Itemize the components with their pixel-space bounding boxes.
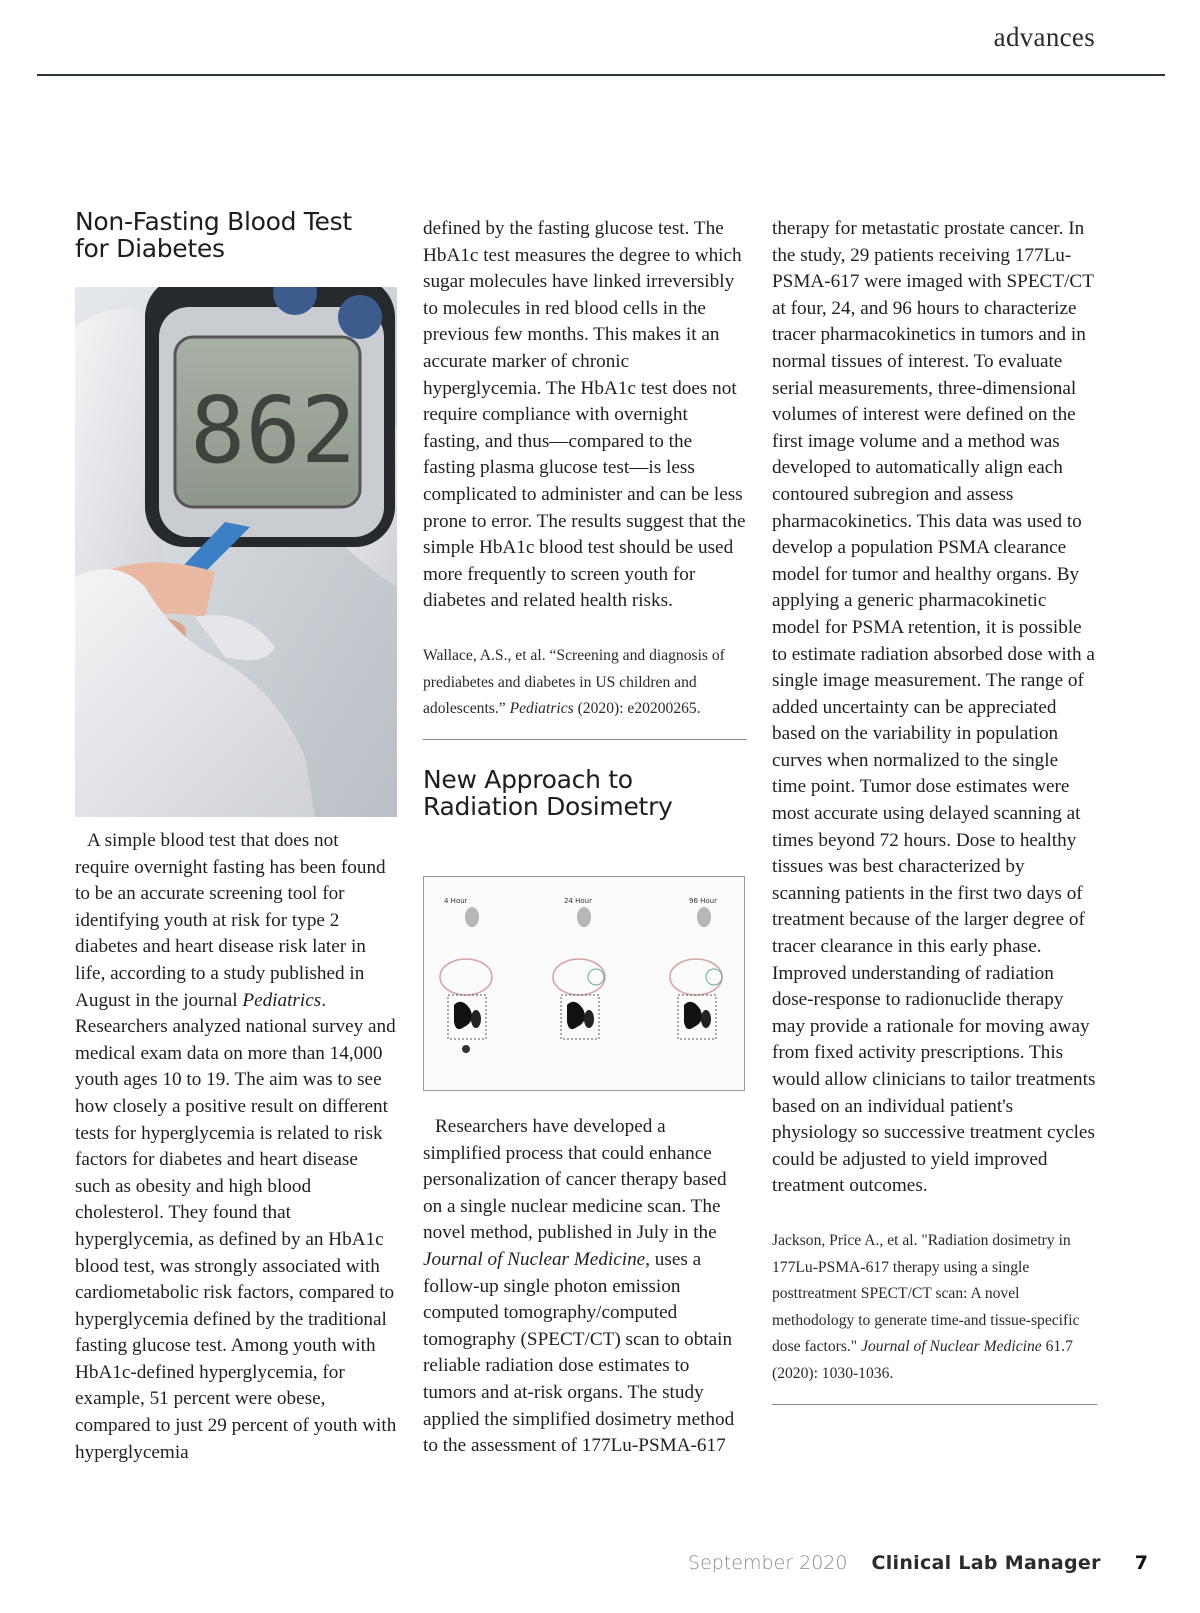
article-body-cont: defined by the fasting glucose test. The HbA1c test measures the degree to which sugar molecules have linked irreversibly to molecules in red blood cells in the previous few months. This makes it an accurate marker of chronic hyperglycemia. The HbA1c test does not require compliance with overnight fasting, and thus—compared to the fasting plasma glucose test—is less complicated to administer and can be less prone to error. The results suggest that the simple HbA1c blood test should be used more frequently to screen youth for diabetes and related health risks. [423, 218, 746, 612]
title-line-1: New Approach to [423, 764, 633, 794]
ref-end: 61.7 (2020): 1030-1036. [772, 1338, 1073, 1382]
scan-label: 24 Hour [564, 897, 592, 905]
page-number: 7 [1134, 1552, 1148, 1574]
title-line-1: Non-Fasting Blood Test [75, 207, 352, 236]
article-reference [772, 1228, 1097, 1388]
body-text-cont: , uses a follow-up single photon emission computed tomography/computed tomography (SPECT/CT) scan to obtain reliable radiation dose estimates to tumors and at-risk organs. The study applied the simplified dosimetry method to the assessment of 177Lu-PSMA-617 [423, 1248, 735, 1457]
article-divider [772, 1404, 1097, 1405]
scan-label: 4 Hour [444, 897, 468, 905]
column-3 [772, 216, 1097, 1405]
meter-reading: 862 [190, 377, 357, 484]
article-body-cont: therapy for metastatic prostate cancer. In the study, 29 patients receiving 177Lu-PSMA-617 were imaged with SPECT/CT at four, 24, and 96 hours to characterize tracer pharmacokinetics in tumors and in normal tissues of interest. To evaluate serial measurements, three-dimensional volumes of interest were defined on the first image volume and a method was developed to automatically align each contoured subregion and assess pharmacokinetics. This data was used to develop a population PSMA clearance model for tumor and healthy organs. By applying a generic pharmacokinetic model for PSMA retention, it is possible to estimate radiation absorbed dose with a single image measurement. The range of added uncertainty can be appreciated based on the variability in population curves when normalized to the single time point. Tumor dose estimates were most accurate using delayed scanning at times beyond 72 hours. Dose to healthy tissues was best characterized by scanning patients in the first two days of treatment because of the larger degree of tracer clearance in this early phase. Improved understanding of radiation dose-response to radionuclide therapy may provide a rationale for moving away from fixed activity prescriptions. This would allow clinicians to tailor treatments based on an individual patient's physiology so successive treatment cycles could be adjusted to yield improved treatment outcomes. [772, 218, 1096, 1197]
magazine-name: Clinical Lab Manager [871, 1552, 1101, 1574]
issue-date: September 2020 [688, 1552, 848, 1574]
header-rule [37, 74, 1165, 76]
column-1-body [75, 828, 397, 1466]
spect-scan-figure [423, 876, 745, 1091]
column-2-body [423, 1114, 747, 1460]
column-2 [423, 216, 747, 820]
journal-name: Journal of Nuclear Medicine [423, 1248, 646, 1270]
article-title [75, 208, 397, 262]
ref-journal: Journal of Nuclear Medicine [861, 1338, 1042, 1356]
journal-name: Pediatrics [242, 989, 322, 1011]
section-name: advances [993, 22, 1095, 52]
glucose-meter-photo [75, 287, 397, 817]
article-divider [423, 739, 747, 740]
body-text: Researchers have developed a simplified process that could enhance personalization of cancer therapy based on a single nuclear medicine scan. The novel method, published in July in the [423, 1116, 727, 1244]
article-body [423, 1114, 747, 1460]
scan-panel-3 [670, 897, 722, 1039]
page-footer [688, 1552, 1148, 1574]
ref-journal: Pediatrics [509, 700, 574, 718]
title-line-2: for Diabetes [75, 234, 225, 263]
article-body [75, 828, 397, 1466]
ref-text: Jackson, Price A., et al. "Radiation dosimetry in 177Lu-PSMA-617 therapy using a single posttreatment SPECT/CT scan: A novel methodology to generate time-and tissue-specific dose factors." [772, 1231, 1080, 1356]
body-text-cont: . Researchers analyzed national survey and medical exam data on more than 14,000 youth ages 10 to 19. The aim was to see how closely a positive result on different tests for hyperglycemia is related to risk factors for diabetes and heart disease such as obesity and high blood cholesterol. They found that hyperglycemia, as defined by an HbA1c blood test, was strongly associated with cardiometabolic risk factors, compared to hyperglycemia defined by the traditional fasting glucose test. Among youth with HbA1c-defined hyperglycemia, for example, 51 percent were obese, compared to just 29 percent of youth with hyperglycemia [75, 989, 397, 1463]
scan-panel-1 [440, 897, 492, 1053]
title-line-2: Radiation Dosimetry [423, 791, 673, 821]
ref-end: (2020): e20200265. [573, 700, 701, 718]
body-text: A simple blood test that does not require overnight fasting has been found to be an accurate screening tool for identifying youth at risk for type 2 diabetes and heart disease risk later in life, according to a study published in August in the journal [75, 830, 386, 1011]
column-1 [75, 208, 397, 262]
scan-label: 96 Hour [689, 897, 717, 905]
article-reference [423, 643, 747, 723]
ref-text: Wallace, A.S., et al. “Screening and diagnosis of prediabetes and diabetes in US children and adolescents.” [423, 646, 725, 718]
article-title [423, 766, 747, 820]
scan-panel-2 [553, 897, 605, 1039]
